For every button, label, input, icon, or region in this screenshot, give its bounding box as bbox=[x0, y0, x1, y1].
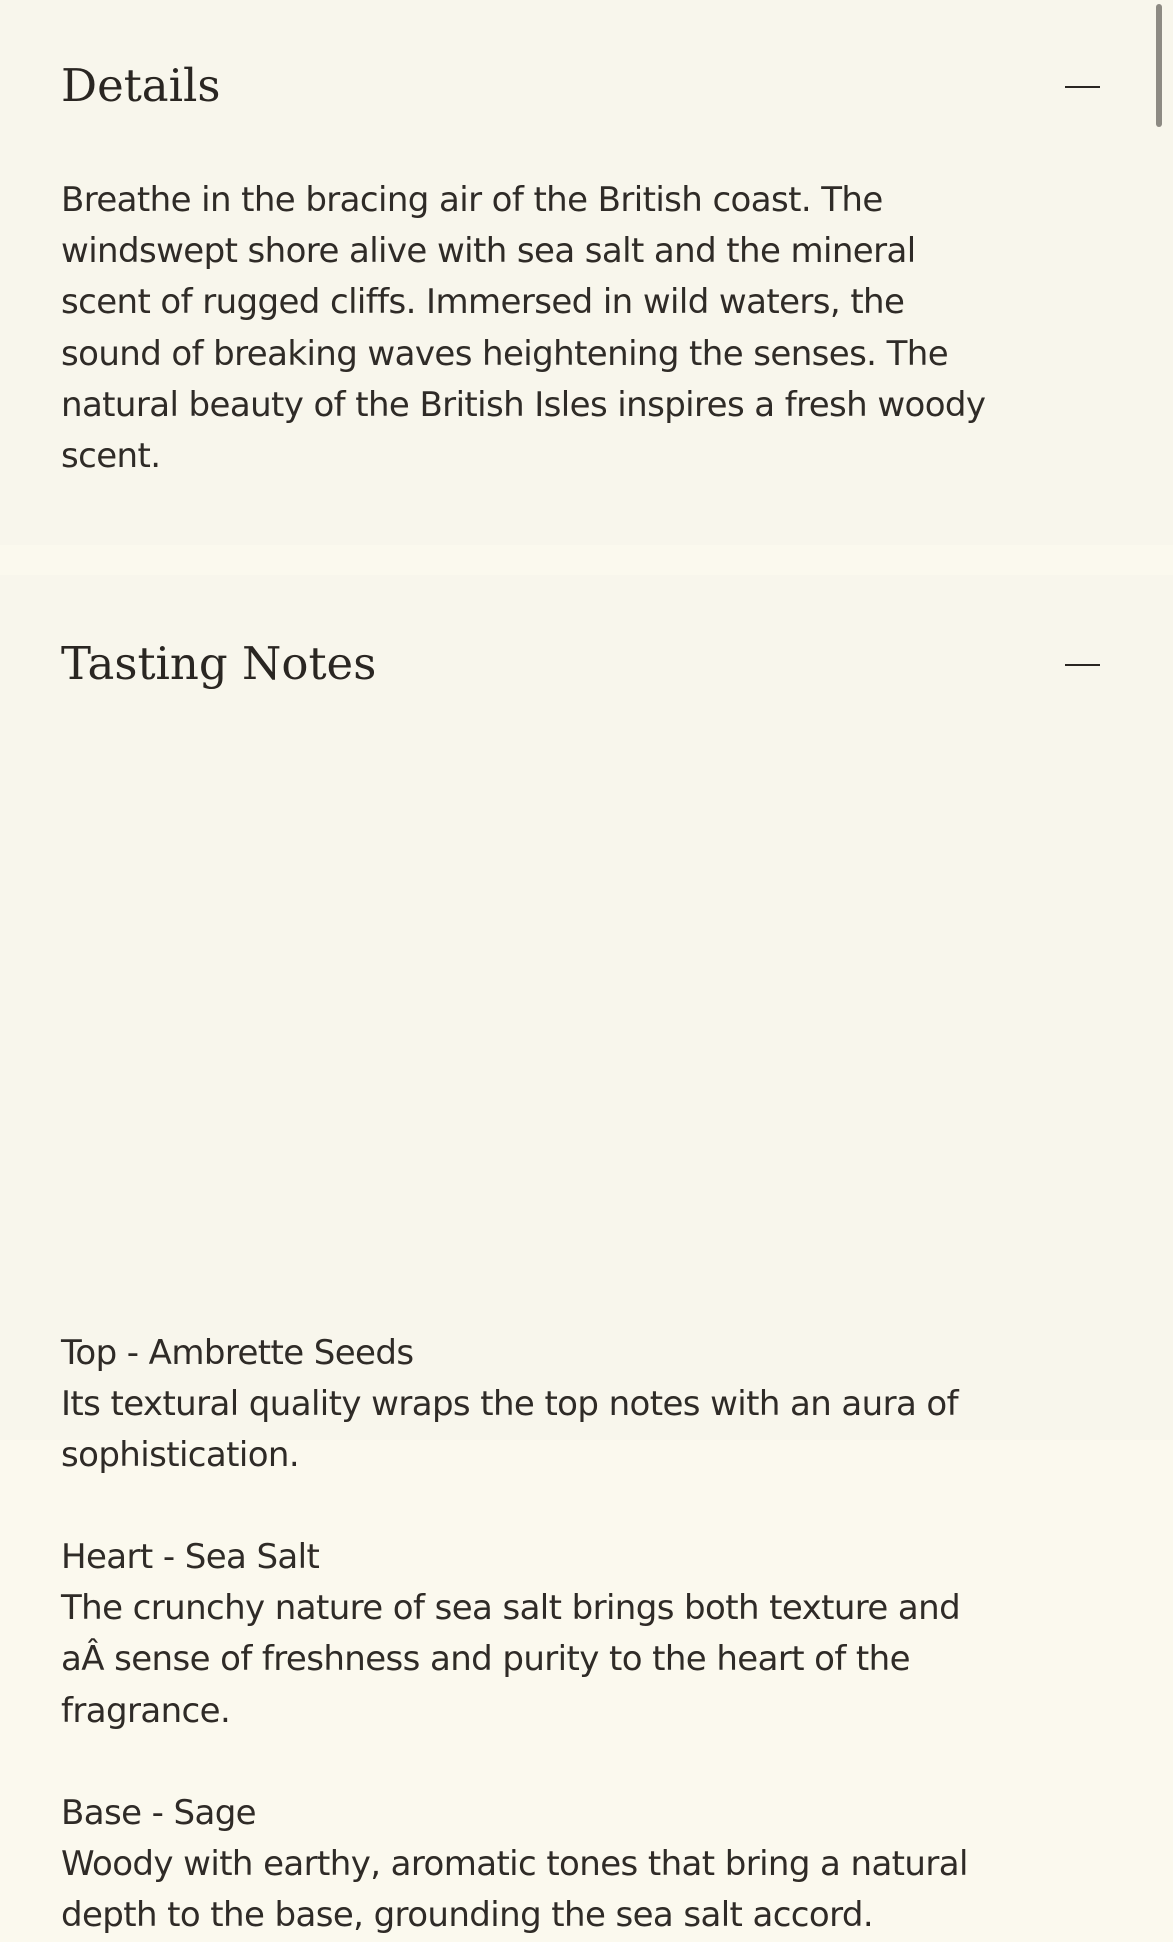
tasting-notes-section bbox=[0, 575, 1173, 1936]
note-description-line: fragrance. bbox=[61, 1690, 231, 1731]
details-title: Details bbox=[61, 59, 221, 112]
note-heading: Heart - Sea Salt bbox=[61, 1537, 320, 1577]
details-section bbox=[0, 0, 1173, 545]
note-description-line: sophistication. bbox=[61, 1435, 300, 1476]
note-top bbox=[61, 1328, 958, 1482]
note-base bbox=[61, 1788, 968, 1942]
tasting-notes-title: Tasting Notes bbox=[61, 637, 377, 690]
details-description bbox=[61, 175, 985, 482]
note-description-line: The crunchy nature of sea salt brings both texture and bbox=[61, 1588, 961, 1629]
minus-icon bbox=[1065, 86, 1100, 88]
note-heading: Base - Sage bbox=[61, 1793, 256, 1833]
details-description-line: natural beauty of the British Isles inspires a fresh woody bbox=[61, 384, 986, 425]
note-description-line: Its textural quality wraps the top notes with an aura of bbox=[61, 1384, 959, 1425]
details-description-line: scent. bbox=[61, 436, 161, 477]
details-description-line: windswept shore alive with sea salt and the mineral bbox=[61, 231, 916, 272]
note-description-line: depth to the base, grounding the sea salt accord. bbox=[61, 1895, 874, 1936]
details-description-line: Breathe in the bracing air of the British coast. The bbox=[61, 180, 883, 220]
details-collapse-button[interactable] bbox=[1064, 69, 1100, 105]
note-description-line: aÂ sense of freshness and purity to the heart of the bbox=[61, 1639, 910, 1680]
details-description-line: sound of breaking waves heightening the senses. The bbox=[61, 333, 949, 374]
note-description-line: Woody with earthy, aromatic tones that bring a natural bbox=[61, 1844, 968, 1885]
note-heart bbox=[61, 1532, 960, 1737]
scrollbar-thumb[interactable] bbox=[1156, 4, 1162, 127]
minus-icon bbox=[1065, 664, 1100, 666]
tasting-notes-collapse-button[interactable] bbox=[1064, 647, 1100, 683]
details-description-line: scent of rugged cliffs. Immersed in wild waters, the bbox=[61, 282, 905, 323]
note-heading: Top - Ambrette Seeds bbox=[61, 1333, 414, 1373]
